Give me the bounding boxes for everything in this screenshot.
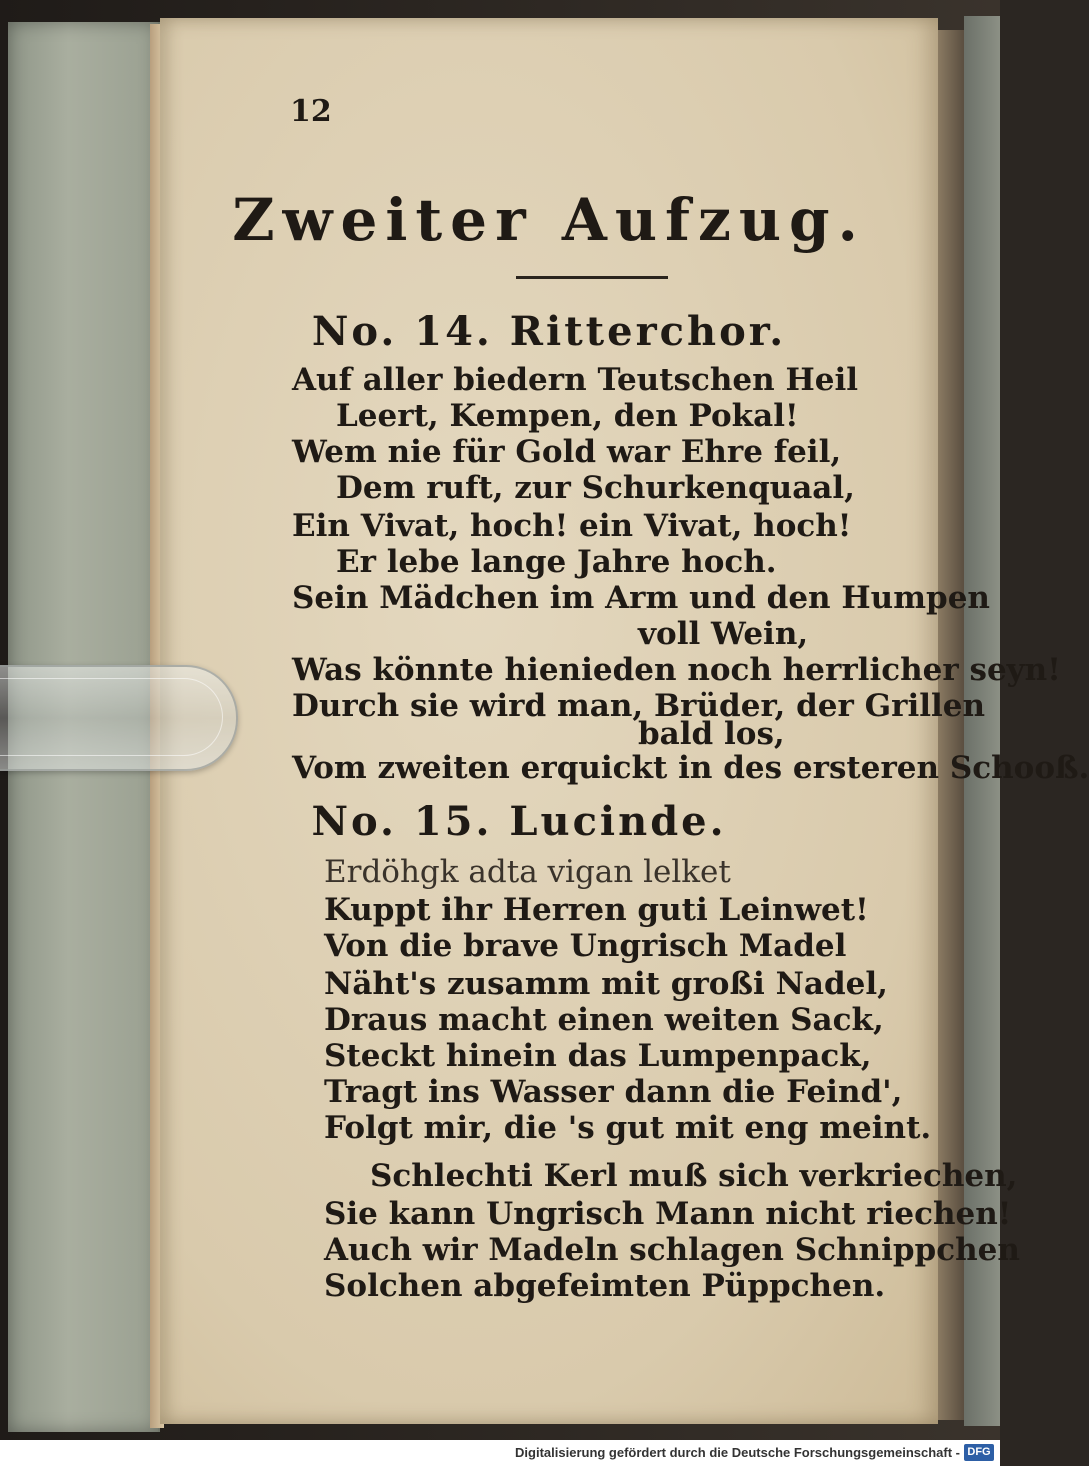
verse-line: Auch wir Madeln schlagen Schnippchen (324, 1232, 1020, 1268)
footer-credit: Digitalisierung gefördert durch die Deutsche Forschungsgemeinschaft - (515, 1445, 960, 1460)
verse-line: Auf aller biedern Teutschen Heil (292, 362, 859, 398)
verse-line: Kuppt ihr Herren guti Leinwet! (324, 892, 869, 928)
act-heading: Zweiter Aufzug. (232, 186, 866, 254)
section-title-ritterchor: No. 14. Ritterchor. (311, 308, 787, 355)
verse-line: Solchen abgefeimten Püppchen. (324, 1268, 886, 1304)
verse-line: Vom zweiten erquickt in des ersteren Schooß. (292, 750, 1089, 786)
verse-line: Wem nie für Gold war Ehre feil, (292, 434, 842, 470)
verse-line: Folgt mir, die 's gut mit eng meint. (324, 1110, 932, 1146)
plastic-page-clip-highlight (0, 678, 223, 756)
verse-line: Von die brave Ungrisch Madel (324, 928, 847, 964)
verse-line: Sie kann Ungrisch Mann nicht riechen! (324, 1196, 1012, 1232)
verse-line: Leert, Kempen, den Pokal! (336, 398, 799, 434)
page-number: 12 (290, 94, 332, 129)
verse-line: Näht's zusamm mit großi Nadel, (324, 966, 888, 1002)
verse-line: Tragt ins Wasser dann die Feind', (324, 1074, 903, 1110)
verse-line: Er lebe lange Jahre hoch. (336, 544, 777, 580)
verse-line: Was könnte hienieden noch herrlicher seyn! (292, 652, 1061, 688)
verse-line: voll Wein, (638, 616, 809, 652)
verse-line: Ein Vivat, hoch! ein Vivat, hoch! (292, 508, 852, 544)
verse-line: Schlechti Kerl muß sich verkriechen, (370, 1158, 1018, 1194)
section-title-lucinde: No. 15. Lucinde. (311, 798, 727, 845)
verse-line: Steckt hinein das Lumpenpack, (324, 1038, 872, 1074)
dfg-logo-icon: DFG (964, 1444, 994, 1461)
verse-line: Draus macht einen weiten Sack, (324, 1002, 884, 1038)
verse-line: Erdöhgk adta vigan lelket (324, 854, 731, 890)
heading-rule (516, 276, 668, 279)
verse-line: bald los, (638, 716, 785, 752)
verse-line: Dem ruft, zur Schurkenquaal, (336, 470, 855, 506)
verse-line: Sein Mädchen im Arm und den Humpen (292, 580, 990, 616)
verse-line: Durch sie wird man, Brüder, der Grillen (292, 688, 986, 724)
page-content (160, 18, 1089, 1424)
footer-bar (0, 1440, 1000, 1466)
